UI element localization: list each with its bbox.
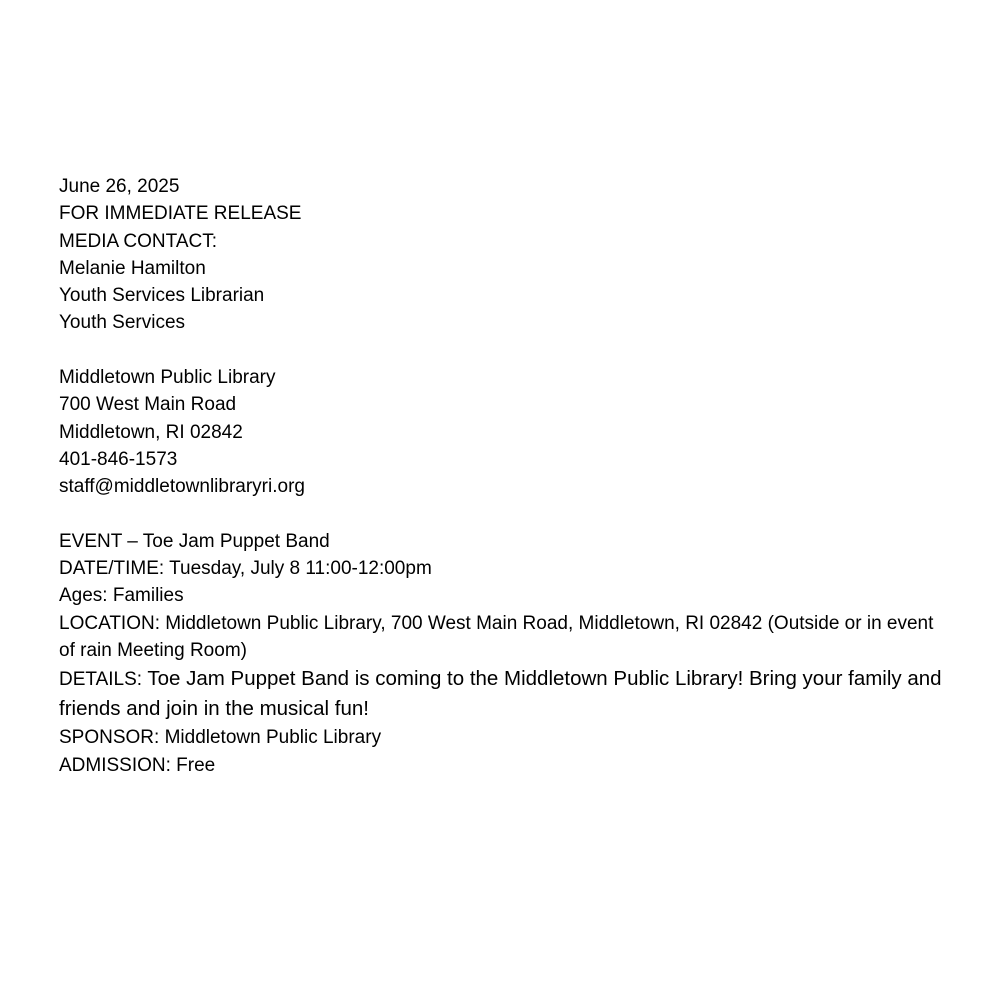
- contact-department: Youth Services: [59, 312, 186, 334]
- event-admission: ADMISSION: Free: [59, 754, 216, 776]
- library-street: 700 West Main Road: [59, 394, 237, 416]
- event-sponsor: SPONSOR: Middletown Public Library: [59, 727, 382, 749]
- contact-name: Melanie Hamilton: [59, 257, 206, 279]
- library-name: Middletown Public Library: [59, 367, 276, 389]
- library-city-state-zip: Middletown, RI 02842: [59, 421, 243, 443]
- library-phone: 401-846-1573: [59, 448, 178, 470]
- event-datetime: DATE/TIME: Tuesday, July 8 11:00-12:00pm: [59, 558, 432, 580]
- event-details: [59, 664, 944, 724]
- details-label: DETAILS:: [59, 669, 148, 691]
- event-location: LOCATION: Middletown Public Library, 700 West Main Road, Middletown, RI 02842 (Outside or in event of rain Meeting Room): [59, 612, 934, 662]
- press-release: [59, 173, 959, 779]
- contact-title: Youth Services Librarian: [59, 285, 265, 307]
- event-title: EVENT – Toe Jam Puppet Band: [59, 530, 330, 552]
- details-text: Toe Jam Puppet Band is coming to the Middletown Public Library! Bring your family and friends and join in the musical fun!: [59, 667, 942, 721]
- release-notice: FOR IMMEDIATE RELEASE: [59, 203, 302, 225]
- media-contact-label: MEDIA CONTACT:: [59, 230, 217, 252]
- spacer: [59, 337, 959, 364]
- library-email: staff@middletownlibraryri.org: [59, 476, 305, 498]
- event-ages: Ages: Families: [59, 585, 184, 607]
- spacer: [59, 501, 959, 528]
- release-date: June 26, 2025: [59, 176, 180, 197]
